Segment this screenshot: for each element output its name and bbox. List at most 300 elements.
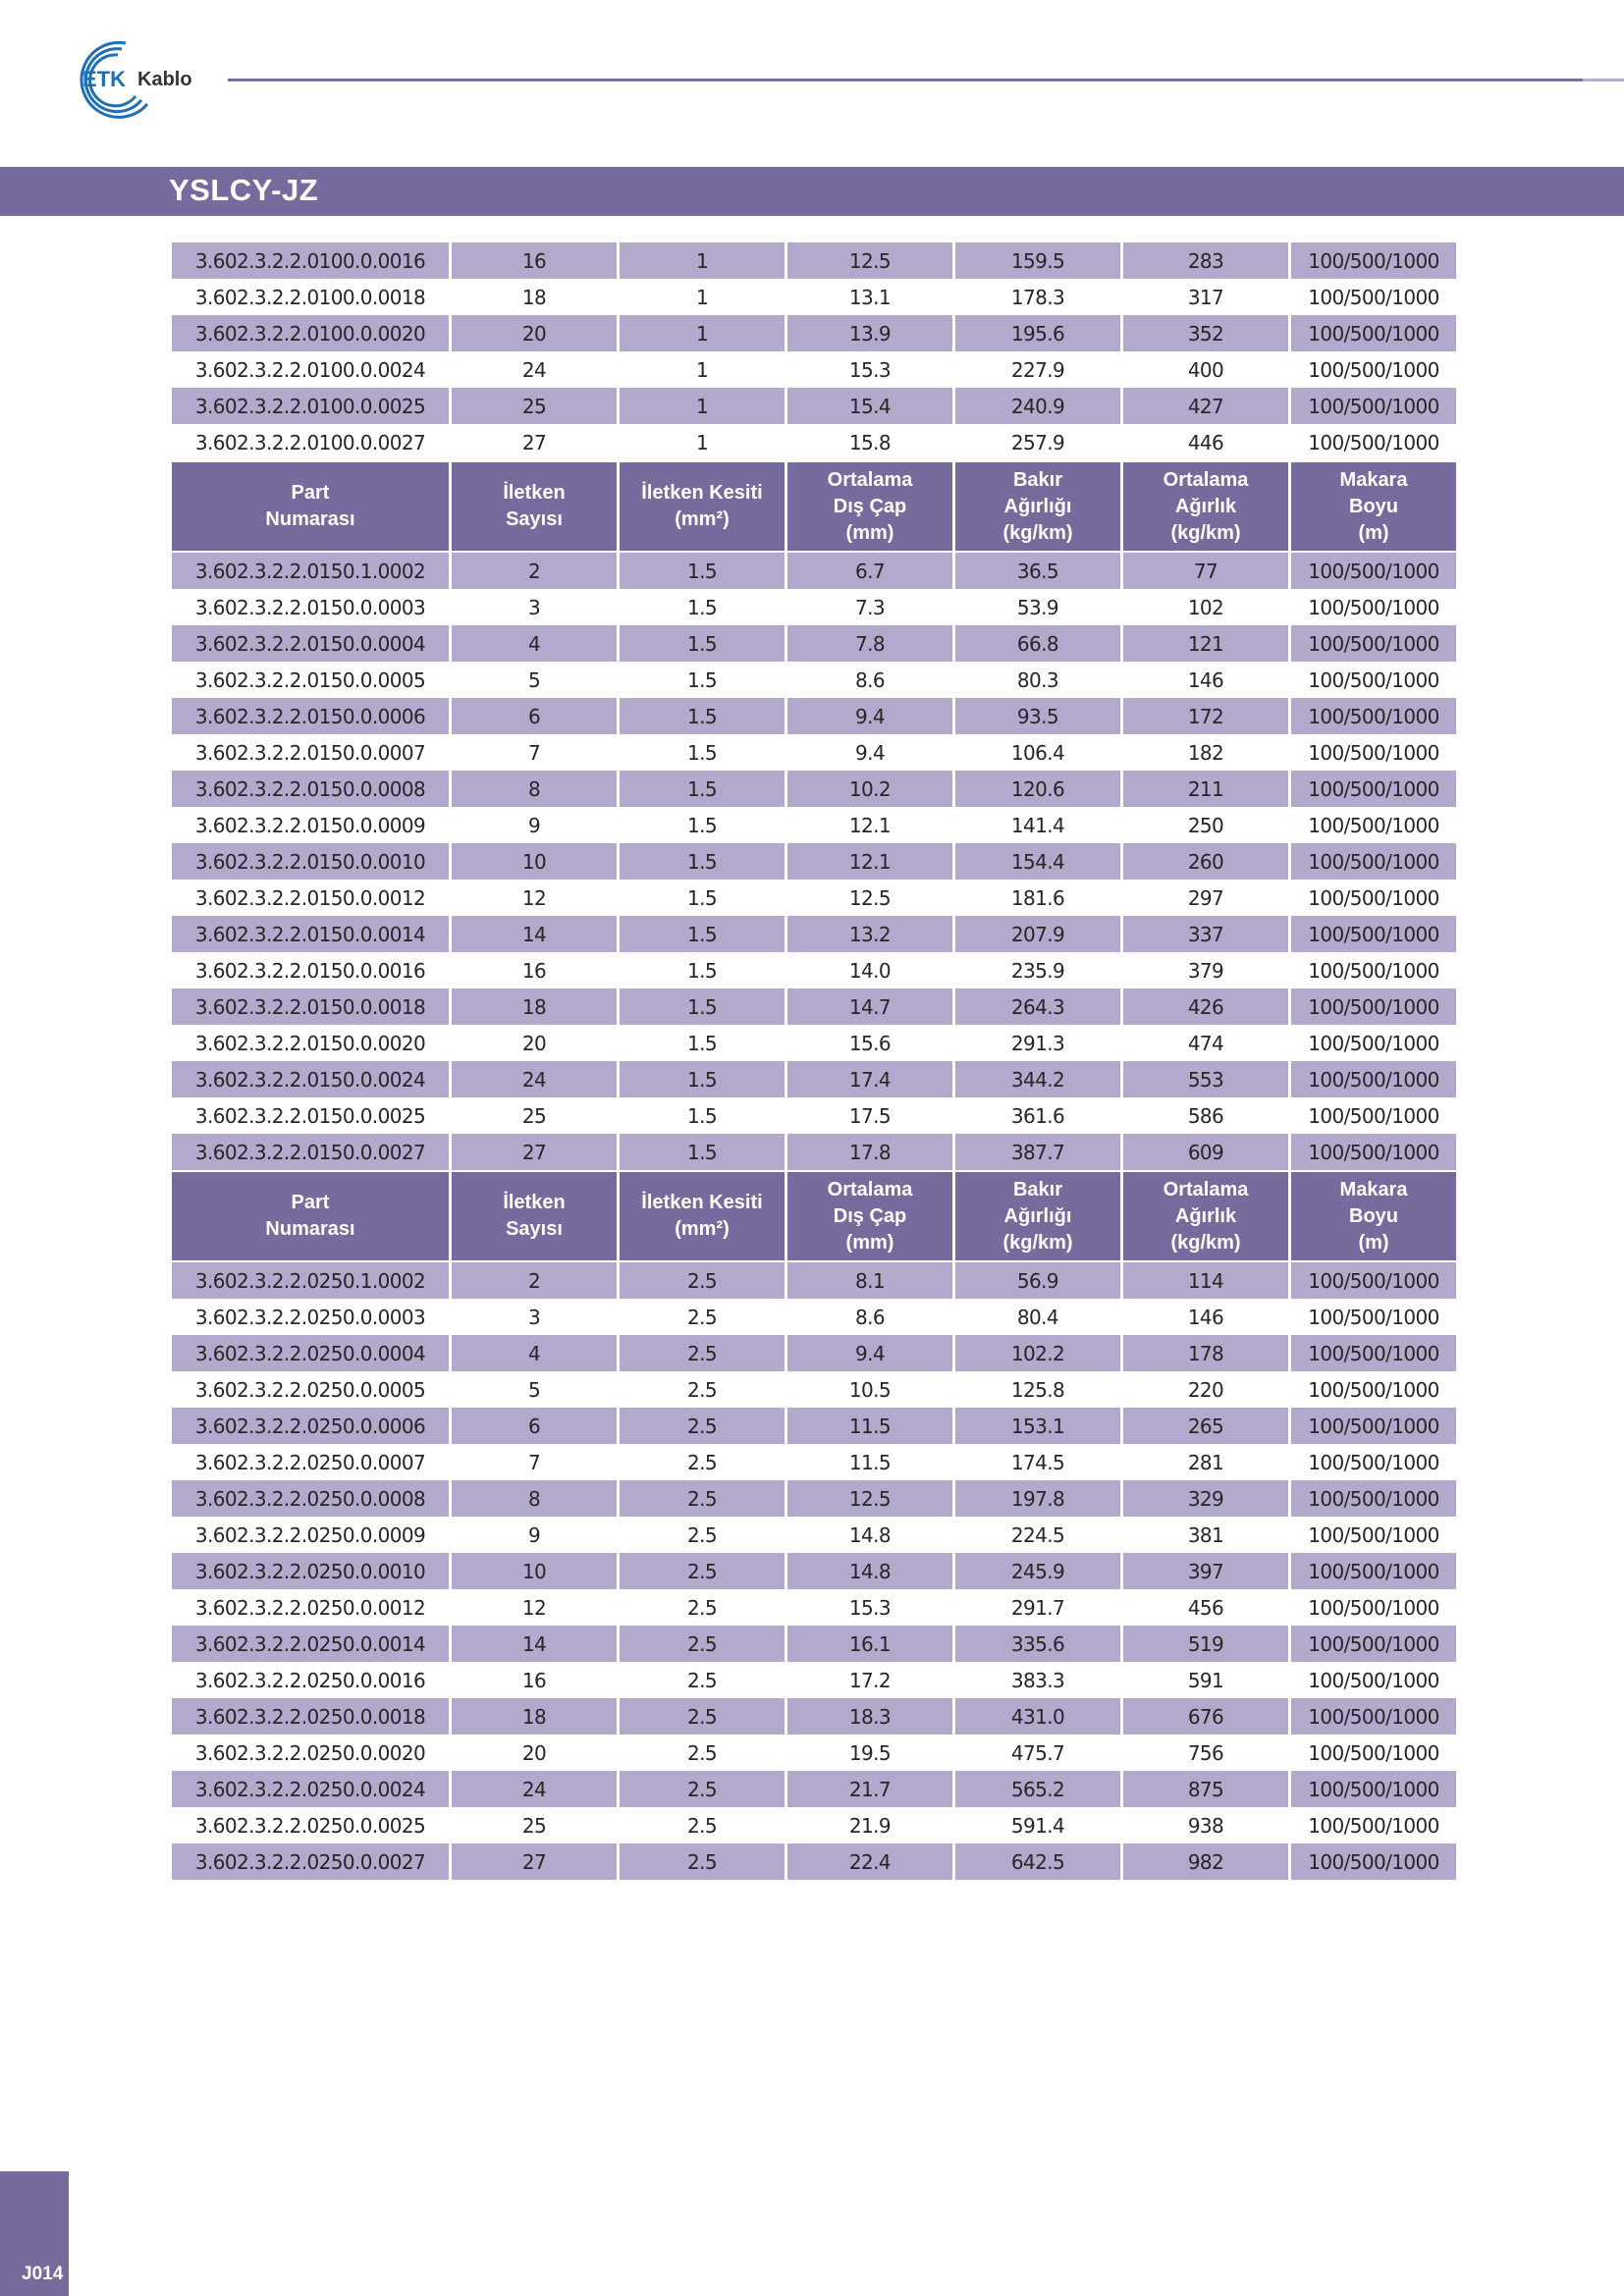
cell-conductor-count: 14: [452, 916, 617, 952]
cell-part-number: 3.602.3.2.2.0100.0.0024: [194, 357, 426, 382]
cell-conductor-count: 3: [527, 595, 541, 619]
cell-part-number: 3.602.3.2.2.0150.0.0004: [172, 625, 449, 662]
header-line: İletken Kesiti: [641, 482, 763, 504]
header-conductor-count: [452, 1170, 617, 1262]
cell-reel-length: 100/500/1000: [1291, 1771, 1456, 1807]
table-row: [172, 1262, 1456, 1299]
cell-copper-weight: 387.7: [955, 1134, 1120, 1170]
cell-outer-diameter: 8.1: [787, 1262, 952, 1299]
cell-copper-weight: 361.6: [1010, 1103, 1065, 1128]
cell-outer-diameter: 21.7: [787, 1771, 952, 1807]
cell-cross-section: 1: [620, 242, 785, 279]
table-row: [172, 1517, 1456, 1553]
cell-cross-section: 2.5: [620, 1626, 785, 1662]
table-row: [172, 279, 1456, 315]
cell-part-number: 3.602.3.2.2.0250.0.0005: [194, 1377, 426, 1402]
cell-reel-length: 100/500/1000: [1308, 1450, 1439, 1474]
header-reel-length: [1291, 460, 1456, 553]
cell-reel-length: 100/500/1000: [1291, 1480, 1456, 1517]
header-line: Numarası: [265, 1218, 355, 1240]
cell-outer-diameter: 13.9: [787, 315, 952, 351]
cell-cross-section: 2.5: [686, 1377, 717, 1402]
cell-reel-length: 100/500/1000: [1291, 1553, 1456, 1589]
cell-copper-weight: 141.4: [1010, 813, 1065, 837]
cell-conductor-count: 25: [521, 1813, 547, 1838]
cell-reel-length: 100/500/1000: [1308, 285, 1439, 309]
header-line: Dış Çap: [833, 1204, 907, 1227]
cell-conductor-count: 9: [527, 1522, 541, 1547]
cell-outer-diameter: 21.9: [848, 1813, 892, 1838]
cell-avg-weight: 591: [1187, 1668, 1224, 1692]
cell-outer-diameter: 15.4: [787, 388, 952, 424]
cell-outer-diameter: 22.4: [787, 1843, 952, 1880]
cell-cross-section: 2.5: [620, 1262, 785, 1299]
cell-outer-diameter: 14.8: [787, 1553, 952, 1589]
table-row: [172, 1299, 1456, 1335]
cell-copper-weight: 344.2: [955, 1061, 1120, 1097]
cell-avg-weight: 77: [1123, 553, 1288, 589]
cell-conductor-count: 4: [452, 1335, 617, 1371]
table-row: [172, 843, 1456, 880]
cell-reel-length: 100/500/1000: [1308, 885, 1439, 910]
cell-outer-diameter: 14.0: [848, 958, 892, 983]
table-row: [172, 1134, 1456, 1170]
cell-outer-diameter: 13.2: [787, 916, 952, 952]
cell-part-number: 3.602.3.2.2.0150.0.0005: [194, 667, 426, 692]
cell-part-number: 3.602.3.2.2.0100.0.0027: [194, 430, 426, 454]
table-row: [172, 1097, 1456, 1134]
cell-cross-section: 1.5: [620, 916, 785, 952]
cell-part-number: 3.602.3.2.2.0150.0.0012: [194, 885, 426, 910]
cell-avg-weight: 586: [1187, 1103, 1224, 1128]
cell-avg-weight: 609: [1123, 1134, 1288, 1170]
table-row: [172, 1025, 1456, 1061]
header-line: Ağırlığı: [1003, 495, 1072, 517]
cell-copper-weight: 195.6: [955, 315, 1120, 351]
cell-copper-weight: 291.7: [1010, 1595, 1065, 1620]
header-line: Sayısı: [506, 1218, 563, 1240]
cell-cross-section: 1.5: [620, 771, 785, 807]
cell-reel-length: 100/500/1000: [1291, 553, 1456, 589]
cell-reel-length: 100/500/1000: [1291, 843, 1456, 880]
cell-part-number: 3.602.3.2.2.0250.0.0012: [194, 1595, 426, 1620]
cell-reel-length: 100/500/1000: [1308, 430, 1439, 454]
header-conductor-count: [452, 460, 617, 553]
header-avg-weight: [1123, 1170, 1288, 1262]
cell-cross-section: 1.5: [620, 698, 785, 734]
cell-cross-section: 1.5: [620, 625, 785, 662]
cell-outer-diameter: 14.8: [848, 1522, 892, 1547]
cell-avg-weight: 474: [1187, 1031, 1224, 1055]
cell-part-number: 3.602.3.2.2.0250.0.0020: [194, 1740, 426, 1765]
cell-copper-weight: 475.7: [1010, 1740, 1065, 1765]
cell-conductor-count: 8: [452, 771, 617, 807]
cell-copper-weight: 153.1: [955, 1408, 1120, 1444]
cell-conductor-count: 25: [452, 388, 617, 424]
cell-outer-diameter: 19.5: [848, 1740, 892, 1765]
cell-part-number: 3.602.3.2.2.0100.0.0020: [172, 315, 449, 351]
cell-part-number: 3.602.3.2.2.0250.0.0010: [172, 1553, 449, 1589]
cell-outer-diameter: 15.8: [848, 430, 892, 454]
cell-copper-weight: 56.9: [955, 1262, 1120, 1299]
cell-part-number: 3.602.3.2.2.0100.0.0016: [172, 242, 449, 279]
cell-outer-diameter: 9.4: [787, 1335, 952, 1371]
table-row: [172, 553, 1456, 589]
cell-cross-section: 1.5: [620, 988, 785, 1025]
cell-part-number: 3.602.3.2.2.0150.0.0014: [172, 916, 449, 952]
cell-outer-diameter: 13.1: [848, 285, 892, 309]
table-row: [172, 1371, 1456, 1408]
cell-reel-length: 100/500/1000: [1308, 1377, 1439, 1402]
cell-avg-weight: 283: [1123, 242, 1288, 279]
cell-avg-weight: 114: [1123, 1262, 1288, 1299]
cell-cross-section: 1: [620, 388, 785, 424]
cell-copper-weight: 159.5: [955, 242, 1120, 279]
cell-avg-weight: 146: [1187, 667, 1224, 692]
cell-conductor-count: 10: [452, 843, 617, 880]
table-row: [172, 625, 1456, 662]
cell-conductor-count: 18: [521, 285, 547, 309]
cell-conductor-count: 25: [521, 1103, 547, 1128]
cell-part-number: 3.602.3.2.2.0250.0.0008: [172, 1480, 449, 1517]
cell-reel-length: 100/500/1000: [1308, 1031, 1439, 1055]
table-row: [172, 589, 1456, 625]
cell-copper-weight: 197.8: [955, 1480, 1120, 1517]
cell-conductor-count: 18: [452, 1698, 617, 1735]
cell-part-number: 3.602.3.2.2.0250.0.0027: [172, 1843, 449, 1880]
cell-conductor-count: 7: [527, 1450, 541, 1474]
cell-outer-diameter: 16.1: [787, 1626, 952, 1662]
header-reel-length: [1291, 1170, 1456, 1262]
header-outer-diameter: [787, 1170, 952, 1262]
cell-copper-weight: 235.9: [1010, 958, 1065, 983]
cell-conductor-count: 8: [452, 1480, 617, 1517]
cell-outer-diameter: 10.5: [848, 1377, 892, 1402]
cell-avg-weight: 379: [1187, 958, 1224, 983]
cell-cross-section: 1.5: [686, 958, 717, 983]
cell-part-number: 3.602.3.2.2.0150.0.0016: [194, 958, 426, 983]
cell-avg-weight: 427: [1123, 388, 1288, 424]
cell-outer-diameter: 12.1: [787, 843, 952, 880]
cell-avg-weight: 519: [1123, 1626, 1288, 1662]
cell-part-number: 3.602.3.2.2.0250.0.0014: [172, 1626, 449, 1662]
cell-conductor-count: 6: [452, 1408, 617, 1444]
cell-part-number: 3.602.3.2.2.0250.0.0024: [172, 1771, 449, 1807]
cell-cross-section: 1.5: [686, 813, 717, 837]
cell-copper-weight: 125.8: [1010, 1377, 1065, 1402]
table-row: [172, 1408, 1456, 1444]
cell-cross-section: 2.5: [686, 1522, 717, 1547]
cell-reel-length: 100/500/1000: [1308, 357, 1439, 382]
cell-cross-section: 2.5: [620, 1480, 785, 1517]
cell-avg-weight: 265: [1123, 1408, 1288, 1444]
cell-cross-section: 2.5: [686, 1668, 717, 1692]
cell-copper-weight: 565.2: [955, 1771, 1120, 1807]
cell-conductor-count: 2: [452, 1262, 617, 1299]
cell-cross-section: 2.5: [620, 1843, 785, 1880]
cell-copper-weight: 642.5: [955, 1843, 1120, 1880]
header-line: Sayısı: [506, 508, 563, 530]
header-line: Makara: [1339, 468, 1408, 491]
cell-reel-length: 100/500/1000: [1308, 1813, 1439, 1838]
cell-outer-diameter: 12.5: [787, 1480, 952, 1517]
table-row: [172, 1662, 1456, 1698]
cell-reel-length: 100/500/1000: [1308, 1668, 1439, 1692]
table-row: [172, 1480, 1456, 1517]
cell-cross-section: 2.5: [620, 1698, 785, 1735]
table-row: [172, 1807, 1456, 1843]
cell-copper-weight: 178.3: [1010, 285, 1065, 309]
cell-outer-diameter: 17.8: [787, 1134, 952, 1170]
cell-conductor-count: 3: [527, 1305, 541, 1329]
cell-cross-section: 1: [695, 285, 709, 309]
header-line: Ağırlığı: [1003, 1204, 1072, 1227]
header-rule: [228, 79, 1624, 81]
cell-outer-diameter: 7.8: [787, 625, 952, 662]
cell-outer-diameter: 14.7: [787, 988, 952, 1025]
header-part-number: [172, 460, 449, 553]
cell-cross-section: 1.5: [686, 595, 717, 619]
cell-copper-weight: 335.6: [955, 1626, 1120, 1662]
header-line: (m): [1358, 521, 1389, 544]
cell-reel-length: 100/500/1000: [1291, 988, 1456, 1025]
cell-avg-weight: 337: [1123, 916, 1288, 952]
cell-reel-length: 100/500/1000: [1291, 625, 1456, 662]
cell-cross-section: 1.5: [620, 553, 785, 589]
cell-cross-section: 2.5: [686, 1595, 717, 1620]
cell-conductor-count: 16: [521, 1668, 547, 1692]
cell-copper-weight: 383.3: [1010, 1668, 1065, 1692]
table-row: [172, 807, 1456, 843]
cell-reel-length: 100/500/1000: [1308, 595, 1439, 619]
cable-spec-table: [169, 242, 1459, 1880]
cell-conductor-count: 18: [452, 988, 617, 1025]
cell-conductor-count: 14: [452, 1626, 617, 1662]
cell-part-number: 3.602.3.2.2.0150.0.0009: [194, 813, 426, 837]
cell-outer-diameter: 7.3: [854, 595, 885, 619]
cell-part-number: 3.602.3.2.2.0150.0.0024: [172, 1061, 449, 1097]
cell-outer-diameter: 9.4: [787, 698, 952, 734]
cell-avg-weight: 281: [1187, 1450, 1224, 1474]
cell-reel-length: 100/500/1000: [1291, 698, 1456, 734]
cell-cross-section: 2.5: [620, 1553, 785, 1589]
cell-conductor-count: 5: [527, 667, 541, 692]
header-line: Ağırlık: [1174, 495, 1237, 517]
header-line: Makara: [1339, 1178, 1408, 1201]
cell-copper-weight: 257.9: [1010, 430, 1065, 454]
cell-part-number: 3.602.3.2.2.0100.0.0025: [172, 388, 449, 424]
cell-copper-weight: 224.5: [1010, 1522, 1065, 1547]
table-row: [172, 698, 1456, 734]
cell-cross-section: 1.5: [620, 1134, 785, 1170]
cell-reel-length: 100/500/1000: [1291, 1335, 1456, 1371]
cell-cross-section: 2.5: [620, 1408, 785, 1444]
header-line: Ortalama: [1163, 1178, 1249, 1201]
cell-reel-length: 100/500/1000: [1291, 916, 1456, 952]
cell-avg-weight: 875: [1123, 1771, 1288, 1807]
cell-copper-weight: 181.6: [1010, 885, 1065, 910]
table-row: [172, 1698, 1456, 1735]
cell-reel-length: 100/500/1000: [1308, 813, 1439, 837]
cell-reel-length: 100/500/1000: [1291, 388, 1456, 424]
cell-reel-length: 100/500/1000: [1291, 1626, 1456, 1662]
cell-reel-length: 100/500/1000: [1291, 1408, 1456, 1444]
table-row: [172, 424, 1456, 460]
cell-avg-weight: 446: [1187, 430, 1224, 454]
header-line: Ortalama: [1163, 468, 1249, 491]
cell-conductor-count: 20: [521, 1740, 547, 1765]
cell-part-number: 3.602.3.2.2.0150.1.0002: [172, 553, 449, 589]
cell-avg-weight: 211: [1123, 771, 1288, 807]
cell-reel-length: 100/500/1000: [1308, 1305, 1439, 1329]
logo-name: Kablo: [137, 69, 192, 90]
header-line: (kg/km): [1002, 521, 1073, 544]
cell-outer-diameter: 8.6: [854, 667, 885, 692]
table-row: [172, 388, 1456, 424]
cell-outer-diameter: 18.3: [787, 1698, 952, 1735]
header-line: İletken Kesiti: [641, 1192, 763, 1213]
header-line: Dış Çap: [833, 495, 907, 517]
cell-avg-weight: 146: [1187, 1305, 1224, 1329]
cell-outer-diameter: 11.5: [848, 1450, 892, 1474]
header-line: (kg/km): [1002, 1231, 1073, 1254]
header-line: Ağırlık: [1174, 1204, 1237, 1227]
cell-reel-length: 100/500/1000: [1291, 771, 1456, 807]
cell-reel-length: 100/500/1000: [1308, 958, 1439, 983]
cell-reel-length: 100/500/1000: [1291, 1262, 1456, 1299]
table-row: [172, 1843, 1456, 1880]
table-row: [172, 1735, 1456, 1771]
cell-conductor-count: 5: [527, 1377, 541, 1402]
header-line: Ortalama: [827, 1178, 913, 1201]
cell-cross-section: 1.5: [686, 667, 717, 692]
table-row: [172, 771, 1456, 807]
cell-avg-weight: 400: [1187, 357, 1224, 382]
cell-avg-weight: 172: [1123, 698, 1288, 734]
cell-outer-diameter: 17.5: [848, 1103, 892, 1128]
cell-reel-length: 100/500/1000: [1291, 1134, 1456, 1170]
cell-avg-weight: 381: [1187, 1522, 1224, 1547]
cell-copper-weight: 227.9: [1010, 357, 1065, 382]
cell-avg-weight: 329: [1123, 1480, 1288, 1517]
header-avg-weight: [1123, 460, 1288, 553]
cell-part-number: 3.602.3.2.2.0250.0.0018: [172, 1698, 449, 1735]
cell-copper-weight: 291.3: [1010, 1031, 1065, 1055]
cell-part-number: 3.602.3.2.2.0150.0.0007: [194, 740, 426, 765]
table-row: [172, 988, 1456, 1025]
header-line: İletken: [503, 1192, 566, 1213]
etk-kablo-logo: [53, 35, 210, 124]
cell-conductor-count: 27: [452, 1843, 617, 1880]
header-line: (mm): [845, 521, 894, 544]
cell-reel-length: 100/500/1000: [1291, 1843, 1456, 1880]
cell-avg-weight: 182: [1187, 740, 1224, 765]
table-header-row: [172, 460, 1456, 553]
cell-reel-length: 100/500/1000: [1291, 1061, 1456, 1097]
cell-part-number: 3.602.3.2.2.0250.1.0002: [172, 1262, 449, 1299]
cell-cross-section: 1: [620, 315, 785, 351]
cell-outer-diameter: 6.7: [787, 553, 952, 589]
table-header-row: [172, 1170, 1456, 1262]
cell-conductor-count: 20: [521, 1031, 547, 1055]
cell-part-number: 3.602.3.2.2.0150.0.0025: [194, 1103, 426, 1128]
header-line: (mm²): [675, 1218, 730, 1240]
cell-part-number: 3.602.3.2.2.0150.0.0010: [172, 843, 449, 880]
cell-avg-weight: 317: [1187, 285, 1224, 309]
cell-reel-length: 100/500/1000: [1291, 315, 1456, 351]
page-title: YSLCY-JZ: [169, 173, 319, 207]
cell-part-number: 3.602.3.2.2.0150.0.0020: [194, 1031, 426, 1055]
cell-cross-section: 2.5: [686, 1813, 717, 1838]
cell-cross-section: 1: [695, 430, 709, 454]
cell-part-number: 3.602.3.2.2.0250.0.0025: [194, 1813, 426, 1838]
table-row: [172, 880, 1456, 916]
header-line: İletken: [503, 482, 566, 504]
cell-conductor-count: 16: [452, 242, 617, 279]
cell-avg-weight: 250: [1187, 813, 1224, 837]
page-tab: [0, 2171, 69, 2296]
cell-outer-diameter: 17.2: [848, 1668, 892, 1692]
cell-avg-weight: 982: [1123, 1843, 1288, 1880]
cell-reel-length: 100/500/1000: [1291, 1698, 1456, 1735]
table-row: [172, 952, 1456, 988]
cell-copper-weight: 80.3: [1016, 667, 1059, 692]
cell-conductor-count: 27: [452, 1134, 617, 1170]
header-line: (m): [1358, 1231, 1389, 1254]
cell-conductor-count: 20: [452, 315, 617, 351]
cell-outer-diameter: 11.5: [787, 1408, 952, 1444]
logo-mark: ETK: [82, 67, 126, 91]
cell-copper-weight: 106.4: [1010, 740, 1065, 765]
cell-reel-length: 100/500/1000: [1308, 667, 1439, 692]
header-line: Boyu: [1349, 495, 1398, 517]
cell-conductor-count: 12: [521, 1595, 547, 1620]
cell-conductor-count: 10: [452, 1553, 617, 1589]
cell-avg-weight: 260: [1123, 843, 1288, 880]
cell-copper-weight: 120.6: [955, 771, 1120, 807]
cell-avg-weight: 397: [1123, 1553, 1288, 1589]
cell-cross-section: 1.5: [686, 1031, 717, 1055]
cell-copper-weight: 80.4: [1016, 1305, 1059, 1329]
table-row: [172, 315, 1456, 351]
cell-copper-weight: 66.8: [955, 625, 1120, 662]
cell-avg-weight: 756: [1187, 1740, 1224, 1765]
cell-conductor-count: 24: [452, 1061, 617, 1097]
cell-copper-weight: 102.2: [955, 1335, 1120, 1371]
page-number: J014: [22, 2264, 64, 2284]
cell-avg-weight: 553: [1123, 1061, 1288, 1097]
cell-part-number: 3.602.3.2.2.0150.0.0018: [172, 988, 449, 1025]
header-line: (mm²): [675, 508, 730, 530]
cell-reel-length: 100/500/1000: [1308, 740, 1439, 765]
cell-outer-diameter: 12.5: [787, 242, 952, 279]
table-row: [172, 1771, 1456, 1807]
cell-cross-section: 2.5: [620, 1335, 785, 1371]
cell-copper-weight: 591.4: [1010, 1813, 1065, 1838]
cell-conductor-count: 27: [521, 430, 547, 454]
cell-part-number: 3.602.3.2.2.0250.0.0016: [194, 1668, 426, 1692]
cell-copper-weight: 264.3: [955, 988, 1120, 1025]
cell-cross-section: 1.5: [620, 843, 785, 880]
cell-conductor-count: 7: [527, 740, 541, 765]
cell-cross-section: 2.5: [686, 1450, 717, 1474]
cell-avg-weight: 178: [1123, 1335, 1288, 1371]
cell-cross-section: 1.5: [686, 1103, 717, 1128]
header-line: Bakır: [1012, 1178, 1063, 1201]
header-line: (mm): [845, 1231, 894, 1254]
header-line: (kg/km): [1170, 1231, 1241, 1254]
table-row: [172, 1444, 1456, 1480]
